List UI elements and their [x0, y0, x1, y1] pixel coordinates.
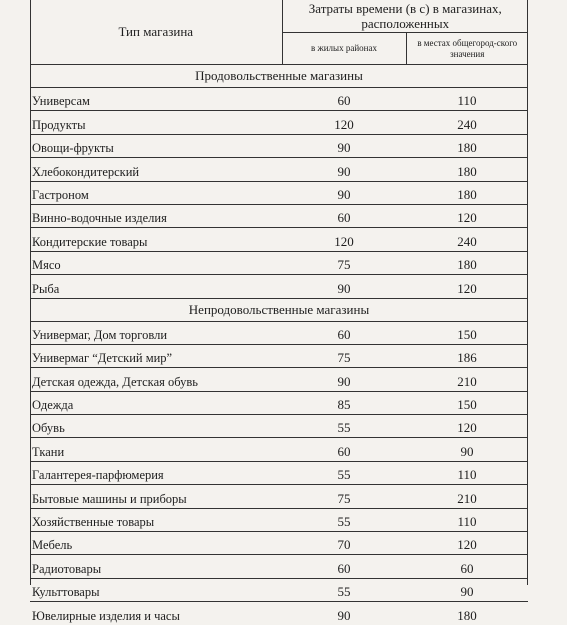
- public-time-cell: 90: [406, 438, 528, 461]
- table-row: [30, 602, 528, 625]
- public-time-cell: 110: [406, 88, 528, 111]
- table-row: [30, 578, 528, 601]
- table-row: [30, 438, 528, 461]
- public-time-cell: 120: [406, 204, 528, 227]
- public-time-cell: 180: [406, 251, 528, 274]
- residential-time-cell: 120: [282, 111, 406, 134]
- shop-type-cell: Ювелирные изделия и часы: [32, 608, 180, 623]
- residential-time-cell: 75: [282, 251, 406, 274]
- shop-type-cell: Одежда: [30, 391, 282, 414]
- residential-time-cell: 60: [282, 555, 406, 578]
- table-row: [30, 181, 528, 204]
- public-time-cell: 150: [406, 321, 528, 344]
- table-row: [30, 368, 528, 391]
- shop-type-cell: Галантерея-парфюмерия: [30, 461, 282, 484]
- residential-time-cell: 55: [282, 578, 406, 601]
- table-row: [30, 391, 528, 414]
- table-row: [30, 88, 528, 111]
- table-row: [30, 415, 528, 438]
- residential-time-cell: 90: [282, 181, 406, 204]
- table-body: [30, 65, 528, 625]
- residential-time-cell: 75: [282, 485, 406, 508]
- public-time-cell: 210: [406, 485, 528, 508]
- section-title: Продовольственные магазины: [30, 65, 528, 88]
- shop-type-cell: Продукты: [30, 111, 282, 134]
- residential-time-cell: 60: [282, 438, 406, 461]
- residential-time-cell: 90: [282, 368, 406, 391]
- shop-type-cell: Мясо: [30, 251, 282, 274]
- shop-type-cell: Винно-водочные изделия: [30, 204, 282, 227]
- table-row: [30, 204, 528, 227]
- section-row: [30, 65, 528, 88]
- table-row: [30, 228, 528, 251]
- residential-time-cell: 120: [282, 228, 406, 251]
- public-time-cell: 110: [406, 461, 528, 484]
- shop-type-cell: Гастроном: [30, 181, 282, 204]
- table-row: [30, 275, 528, 298]
- table-row: [30, 251, 528, 274]
- shop-type-cell: Мебель: [30, 532, 282, 555]
- residential-time-cell: 75: [282, 344, 406, 367]
- shop-type-cell: Ткани: [30, 438, 282, 461]
- residential-time-cell: 55: [282, 415, 406, 438]
- public-time-cell: 120: [406, 415, 528, 438]
- public-time-cell: 60: [406, 555, 528, 578]
- shop-type-cell: Рыба: [30, 275, 282, 298]
- residential-time-cell: 90: [282, 275, 406, 298]
- public-time-cell: 186: [406, 344, 528, 367]
- residential-time-cell: 55: [282, 461, 406, 484]
- residential-time-cell: 60: [282, 204, 406, 227]
- public-time-cell: 240: [406, 111, 528, 134]
- residential-time-cell: 85: [282, 391, 406, 414]
- public-time-cell: 180: [457, 607, 477, 623]
- table-row: [30, 134, 528, 157]
- table-row: [30, 461, 528, 484]
- public-time-cell: 110: [406, 508, 528, 531]
- table-row: [30, 508, 528, 531]
- header-residential: в жилых районах: [282, 33, 406, 65]
- table-row: [30, 321, 528, 344]
- shop-type-cell: Бытовые машины и приборы: [30, 485, 282, 508]
- shop-type-cell: Кондитерские товары: [30, 228, 282, 251]
- header-public: в местах общегород-ского значения: [406, 33, 528, 65]
- residential-time-cell: 70: [282, 532, 406, 555]
- shop-type-cell: Хозяйственные товары: [30, 508, 282, 531]
- residential-time-cell: 60: [282, 88, 406, 111]
- shop-type-cell: Овощи-фрукты: [30, 134, 282, 157]
- public-time-cell: 150: [406, 391, 528, 414]
- table-row: [30, 111, 528, 134]
- shop-type-cell: Универмаг “Детский мир”: [30, 344, 282, 367]
- public-time-cell: 120: [406, 532, 528, 555]
- residential-time-cell: 90: [282, 158, 406, 181]
- public-time-cell: 240: [406, 228, 528, 251]
- shop-type-cell: Обувь: [30, 415, 282, 438]
- shop-type-cell: Радиотовары: [30, 555, 282, 578]
- shop-type-cell: Универмаг, Дом торговли: [30, 321, 282, 344]
- table-row: [30, 555, 528, 578]
- table-row: [30, 485, 528, 508]
- shopping-time-table: [30, 0, 528, 625]
- section-title: Непродовольственные магазины: [30, 298, 528, 321]
- public-time-cell: 90: [406, 578, 528, 601]
- public-time-cell: 180: [406, 134, 528, 157]
- residential-time-cell: 55: [282, 508, 406, 531]
- shop-type-cell: Культтовары: [30, 578, 282, 601]
- public-time-cell: 180: [406, 158, 528, 181]
- table-row: [30, 344, 528, 367]
- public-time-cell: 210: [406, 368, 528, 391]
- residential-time-cell: 90: [337, 607, 351, 623]
- public-time-cell: 120: [406, 275, 528, 298]
- section-row: [30, 298, 528, 321]
- shop-type-cell: Универсам: [30, 88, 282, 111]
- table-row: [30, 158, 528, 181]
- shop-type-cell: Детская одежда, Детская обувь: [30, 368, 282, 391]
- public-time-cell: 180: [406, 181, 528, 204]
- header-time-spent: Затраты времени (в с) в магазинах, расположенных: [282, 0, 528, 33]
- shop-type-cell: Хлебокондитерский: [30, 158, 282, 181]
- residential-time-cell: 60: [282, 321, 406, 344]
- table-row: [30, 532, 528, 555]
- residential-time-cell: 90: [282, 134, 406, 157]
- header-shop-type: Тип магазина: [30, 0, 282, 65]
